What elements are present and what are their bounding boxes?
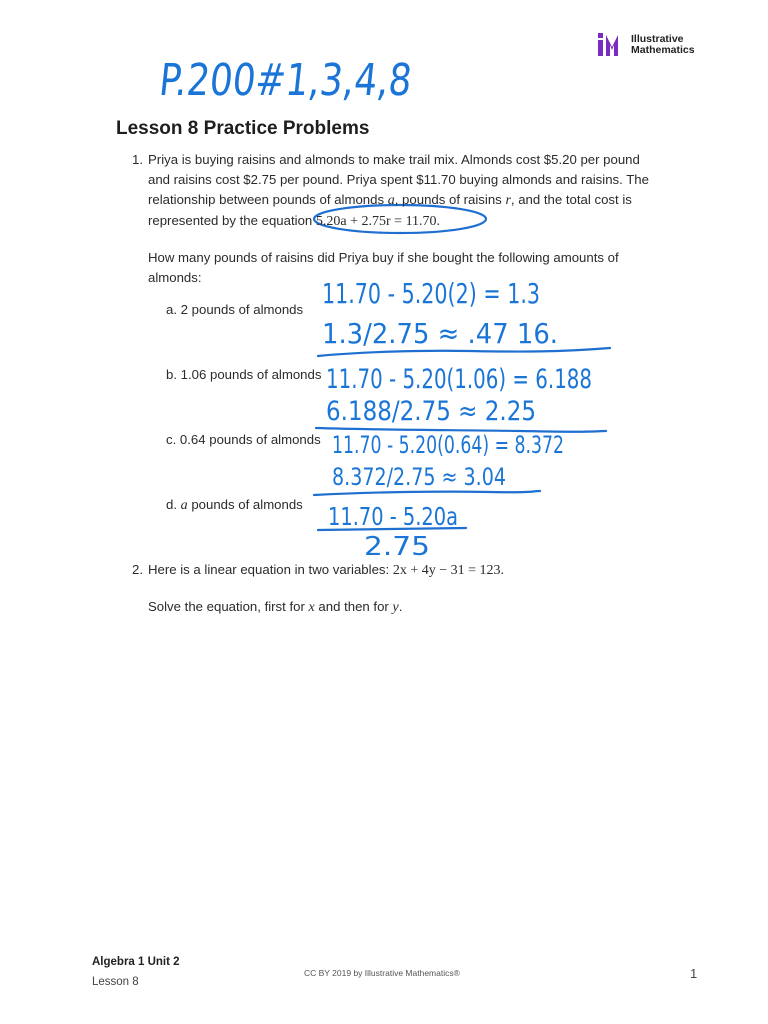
problem1-question-line1: How many pounds of raisins did Priya buy if she bought the following amounts of xyxy=(148,250,619,265)
variable-x: x xyxy=(308,600,315,615)
work-a-line1: 11.70 - 5.20(2) = 1.3 xyxy=(322,277,540,310)
im-logo-icon xyxy=(597,33,627,57)
problem2-equation: 2x + 4y − 31 = 123. xyxy=(392,563,505,578)
problem2-instruction-a: Solve the equation, first for xyxy=(148,599,309,614)
problem1-line1: Priya is buying raisins and almonds to make trail mix. Almonds cost $5.20 per pound xyxy=(148,152,640,167)
footer-page-number: 1 xyxy=(690,966,698,981)
work-a-line2: 1.3/2.75 ≈ .47 16. xyxy=(322,317,558,350)
footer-course: Algebra 1 Unit 2 xyxy=(92,956,180,968)
part-d-prefix: d. xyxy=(166,497,181,512)
problem1-line4-text: represented by the equation xyxy=(148,213,316,228)
problem1-line3-text-c: , and the total cost is xyxy=(510,192,632,207)
work-d-denominator: 2.75 xyxy=(364,532,430,562)
work-b-line1: 11.70 - 5.20(1.06) = 6.188 xyxy=(326,364,592,395)
problem1-line2: and raisins cost $2.75 per pound. Priya spent $11.70 buying almonds and raisins. The xyxy=(148,172,649,187)
part-d-suffix: pounds of almonds xyxy=(187,497,303,512)
work-d-numerator: 11.70 - 5.20a xyxy=(328,502,458,531)
work-c-line2: 8.372/2.75 ≈ 3.04 xyxy=(332,463,506,491)
illustrative-mathematics-logo xyxy=(597,33,695,57)
problem1-equation: 5.20a + 2.75r = 11.70. xyxy=(315,214,441,229)
problem2-instruction-c: . xyxy=(398,599,403,614)
problem1-line3-text-a: relationship between pounds of almonds xyxy=(148,192,388,207)
handwritten-page-reference: P.200#1,3,4,8 xyxy=(156,55,471,106)
problem1-body xyxy=(148,150,688,288)
part-d-label xyxy=(166,495,303,516)
problem2-line1 xyxy=(148,560,688,581)
footer-lesson: Lesson 8 xyxy=(92,976,139,988)
problem1-line3-text-b: , pounds of raisins xyxy=(394,192,506,207)
part-b-label: b. 1.06 pounds of almonds xyxy=(166,367,322,382)
problem2-instruction-b: and then for xyxy=(314,599,393,614)
problem2-text: Here is a linear equation in two variables: xyxy=(148,562,393,577)
problem1-number: 1. xyxy=(132,152,143,167)
lesson-title: Lesson 8 Practice Problems xyxy=(116,118,370,139)
variable-r: r xyxy=(505,193,511,208)
footer-license: CC BY 2019 by Illustrative Mathematics® xyxy=(304,968,460,978)
problem1-question-line2: almonds: xyxy=(148,270,202,285)
work-b-line2: 6.188/2.75 ≈ 2.25 xyxy=(326,396,536,427)
problem1-line4 xyxy=(148,211,688,232)
problem1-line3 xyxy=(148,190,688,211)
variable-y: y xyxy=(392,600,399,615)
logo-line2: Mathematics xyxy=(631,44,695,56)
part-a-label: a. 2 pounds of almonds xyxy=(166,302,304,317)
problem2-body xyxy=(148,560,688,618)
variable-a: a xyxy=(387,193,395,208)
logo-line1: Illustrative xyxy=(631,33,684,45)
part-d-variable: a xyxy=(180,498,188,513)
part-c-label: c. 0.64 pounds of almonds xyxy=(166,432,321,447)
problem2-instruction xyxy=(148,597,688,618)
problem2-number: 2. xyxy=(132,562,143,577)
work-c-line1: 11.70 - 5.20(0.64) = 8.372 xyxy=(332,431,564,459)
divider-c xyxy=(314,491,540,495)
